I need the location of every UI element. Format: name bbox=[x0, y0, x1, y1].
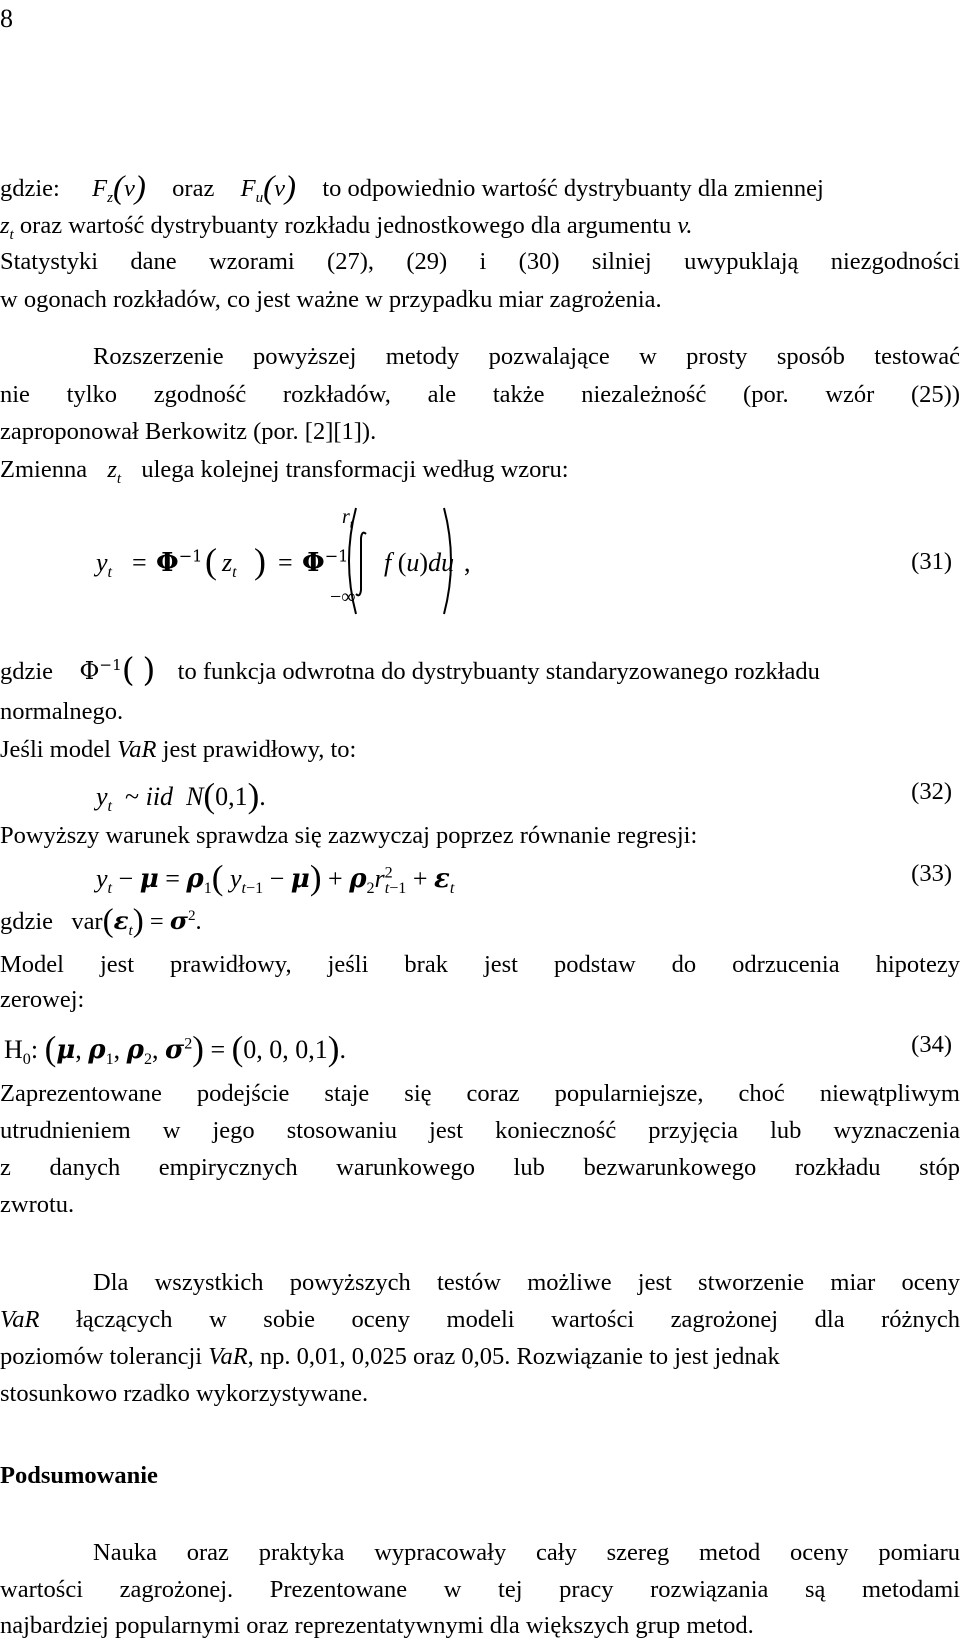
p6-line3: z danych empirycznych warunkowego lub bezwarunkowego rozkładu stóp bbox=[0, 1154, 960, 1181]
p2-line3: zaproponował Berkowitz (por. [2][1]). bbox=[0, 418, 377, 445]
math-var: $var(\varepsilon_t) = \sigma^2$. bbox=[71, 903, 202, 939]
math-zt: $z_t$ bbox=[0, 212, 14, 243]
p6-line1: Zaprezentowane podejście staje się coraz popularniejsze, choć niewątpliwym bbox=[0, 1080, 960, 1107]
equation-31: $y_t$ = $\Phi^{-1}$ ( $z_t$ ) = $\Phi^{-1}$ $r_t$ −∞ f (u)du , (31) bbox=[0, 500, 960, 615]
p7-line2: VaR łączących w sobie oceny modeli wartości zagrożonej dla różnych bbox=[0, 1306, 960, 1333]
eq33-where: gdzie $var(\varepsilon_t) = \sigma^2$. bbox=[0, 903, 202, 939]
p3-line3: Jeśli model VaR jest prawidłowy, to: bbox=[0, 736, 357, 763]
p3-line1: gdzie $\Phi^{-1}$( ) to funkcja odwrotna do dystrybuanty standaryzowanego rozkładu bbox=[0, 650, 820, 689]
math-phi-inv: $\Phi^{-1}$( ) bbox=[79, 650, 156, 689]
p6-line4: zwrotu. bbox=[0, 1191, 75, 1218]
p6-line2: utrudnieniem w jego stosowaniu jest konieczność przyjęcia lub wyznaczenia bbox=[0, 1117, 960, 1144]
p4-line1: Powyższy warunek sprawdza się zazwyczaj poprzez równanie regresji: bbox=[0, 822, 698, 849]
math-zt-2: $z_t$ bbox=[107, 456, 122, 487]
p5-line2: zerowej: bbox=[0, 986, 85, 1013]
summary-line2: wartości zagrożonej. Prezentowane w tej pracy rozwiązania są metodami bbox=[0, 1576, 960, 1603]
p7-line1: Dla wszystkich powyższych testów możliwe jest stworzenie miar oceny bbox=[93, 1269, 960, 1296]
p2-line1: Rozszerzenie powyższej metody pozwalające w prosty sposób testować bbox=[93, 343, 960, 370]
p5-line1: Model jest prawidłowy, jeśli brak jest podstaw do odrzucenia hipotezy bbox=[0, 951, 960, 978]
page-number: 8 bbox=[0, 4, 13, 33]
p1-line1: gdzie: $F_z(v)$ oraz $F_u(v)$ to odpowiednio wartość dystrybuanty dla zmiennej bbox=[0, 170, 824, 206]
equation-34: $H_0$: (μ, $\rho_1$, $\rho_2$, $\sigma^2) = (0$, 0, 0,1). (34) bbox=[4, 1029, 952, 1069]
p1-line2: $z_t$ oraz wartość dystrybuanty rozkładu jednostkowego dla argumentu v. bbox=[0, 212, 693, 243]
p1-line4: w ogonach rozkładów, co jest ważne w przypadku miar zagrożenia. bbox=[0, 286, 662, 313]
equation-32: $y_t$ ~ iid N(0,1). (32) bbox=[96, 776, 952, 816]
p7-line3: poziomów tolerancji VaR, np. 0,01, 0,025 oraz 0,05. Rozwiązanie to jest jednak bbox=[0, 1343, 780, 1370]
math-fu: $F_u(v)$ bbox=[240, 170, 297, 206]
right-big-paren bbox=[440, 506, 462, 616]
p3-line2: normalnego. bbox=[0, 698, 124, 725]
section-heading: Podsumowanie bbox=[0, 1462, 158, 1489]
p2-line4: Zmienna $z_t$ ulega kolejnej transformacji według wzoru: bbox=[0, 456, 569, 487]
summary-line3: najbardziej popularnymi oraz reprezentatywnymi dla większych grup metod. bbox=[0, 1612, 754, 1639]
math-fz: $F_z(v)$ bbox=[92, 170, 146, 206]
summary-line1: Nauka oraz praktyka wypracowały cały szereg metod oceny pomiaru bbox=[93, 1539, 960, 1566]
p7-line4: stosunkowo rzadko wykorzystywane. bbox=[0, 1380, 369, 1407]
p2-line2: nie tylko zgodność rozkładów, ale także niezależność (por. wzór (25)) bbox=[0, 381, 960, 408]
equation-33: $y_t - \mu = \rho_1$( $y_{t-1} - \mu) + \rho_2r^2_{t-1} + \varepsilon_t$ (33) bbox=[96, 858, 952, 898]
p1-line3: Statystyki dane wzorami (27), (29) i (30) silniej uwypuklają niezgodności bbox=[0, 248, 960, 275]
